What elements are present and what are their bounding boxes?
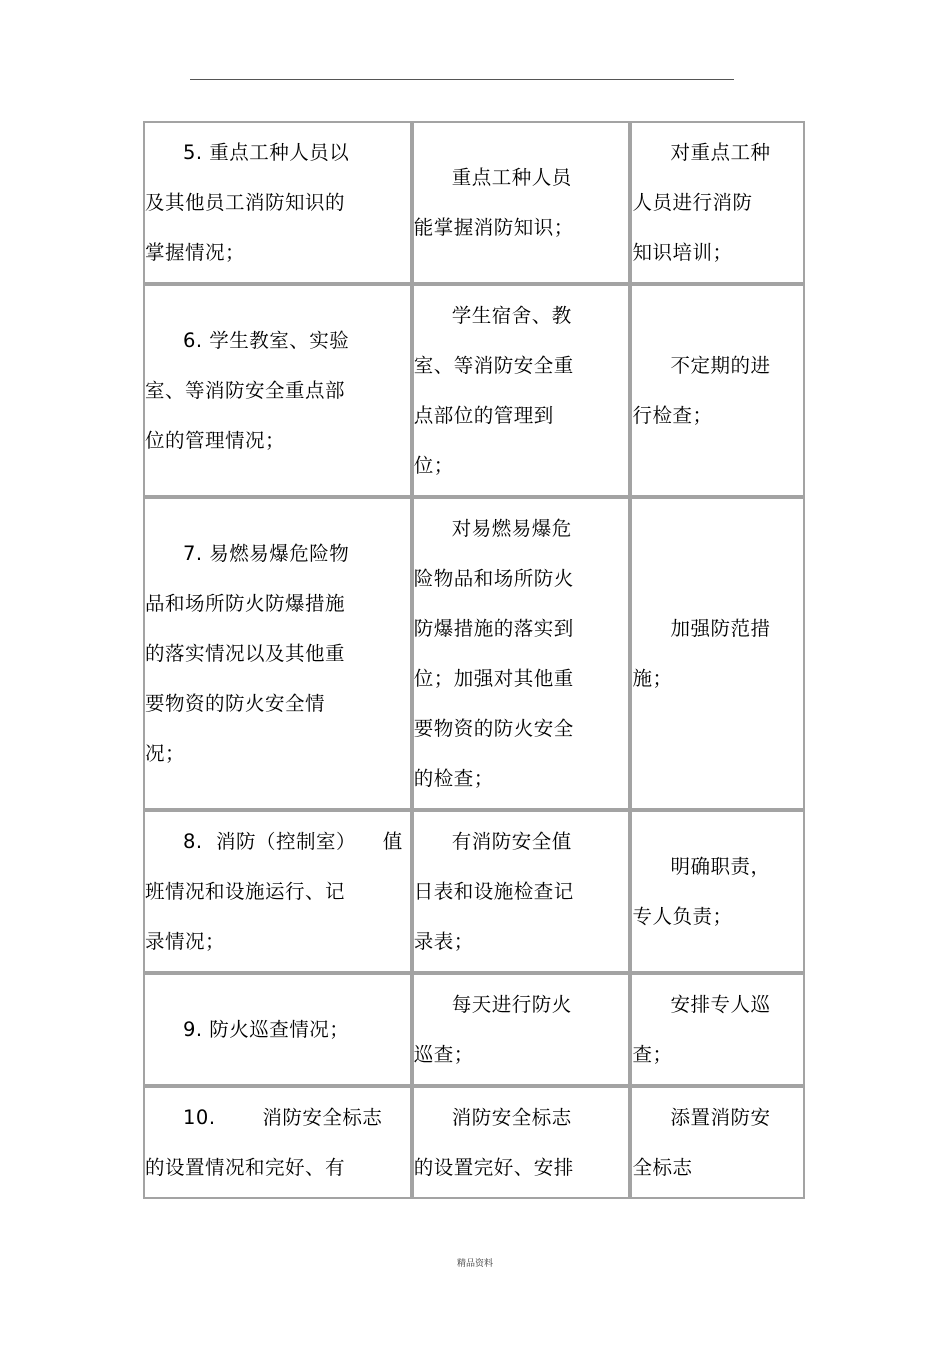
- cell-line: 明确职责，: [670, 854, 771, 878]
- measure-cell: [630, 284, 805, 497]
- cell-line: 专人负责；: [632, 904, 733, 928]
- table-row: [143, 1086, 805, 1199]
- cell-line: 险物品和场所防火: [413, 566, 574, 590]
- table-row: [143, 497, 805, 810]
- requirement-cell: [412, 121, 631, 284]
- cell-line: 8. 消防（控制室） 值: [183, 829, 403, 853]
- cell-line: 掌握情况；: [145, 240, 246, 264]
- cell-line: 6. 学生教室、实验: [183, 328, 350, 352]
- cell-line: 10. 消防安全标志: [183, 1105, 383, 1129]
- cell-line: 全标志: [632, 1155, 693, 1179]
- item-cell: [143, 1086, 412, 1199]
- measure-cell: [630, 1086, 805, 1199]
- cell-line: 知识培训；: [632, 240, 733, 264]
- cell-line: 品和场所防火防爆措施: [145, 591, 346, 615]
- item-cell: [143, 810, 412, 973]
- cell-line: 每天进行防火: [451, 992, 572, 1016]
- requirement-cell: [412, 284, 631, 497]
- cell-line: 行检查；: [632, 403, 713, 427]
- cell-line: 的设置完好、安排: [413, 1155, 574, 1179]
- item-cell: [143, 497, 412, 810]
- requirement-cell: [412, 497, 631, 810]
- header-rule: [190, 79, 734, 80]
- measure-cell: [630, 973, 805, 1086]
- item-cell: [143, 973, 412, 1086]
- measure-cell: [630, 121, 805, 284]
- cell-line: 9. 防火巡查情况；: [183, 1017, 350, 1041]
- cell-line: 不定期的进: [670, 353, 771, 377]
- item-cell: [143, 284, 412, 497]
- cell-line: 添置消防安: [670, 1105, 771, 1129]
- cell-line: 室、等消防安全重: [413, 353, 574, 377]
- cell-line: 防爆措施的落实到: [413, 616, 574, 640]
- cell-line: 5. 重点工种人员以: [183, 140, 350, 164]
- table-row: [143, 810, 805, 973]
- table-row: [143, 973, 805, 1086]
- cell-line: 能掌握消防知识；: [413, 215, 574, 239]
- cell-line: 学生宿舍、教: [451, 303, 572, 327]
- cell-line: 况；: [145, 741, 186, 765]
- table-row: [143, 284, 805, 497]
- cell-line: 的检查；: [413, 766, 494, 790]
- requirement-cell: [412, 810, 631, 973]
- cell-line: 及其他员工消防知识的: [145, 190, 346, 214]
- cell-line: 的设置情况和完好、有: [145, 1155, 346, 1179]
- measure-cell: [630, 497, 805, 810]
- cell-line: 录情况；: [145, 929, 226, 953]
- cell-line: 位；: [413, 453, 454, 477]
- page-footer: 精品资料: [456, 1259, 493, 1269]
- table-row: [143, 121, 805, 284]
- cell-line: 重点工种人员: [451, 165, 572, 189]
- cell-line: 录表；: [413, 929, 474, 953]
- cell-line: 班情况和设施运行、记: [145, 879, 346, 903]
- cell-line: 位的管理情况；: [145, 428, 286, 452]
- cell-line: 对重点工种: [670, 140, 771, 164]
- cell-line: 对易燃易爆危: [451, 516, 572, 540]
- cell-line: 消防安全标志: [451, 1105, 572, 1129]
- item-cell: [143, 121, 412, 284]
- cell-line: 有消防安全值: [451, 829, 572, 853]
- cell-line: 位；加强对其他重: [413, 666, 574, 690]
- cell-line: 人员进行消防: [632, 190, 753, 214]
- cell-line: 加强防范措: [670, 616, 771, 640]
- inspection-table: [143, 121, 805, 1199]
- cell-line: 施；: [632, 666, 673, 690]
- cell-line: 的落实情况以及其他重: [145, 641, 346, 665]
- cell-line: 安排专人巡: [670, 992, 771, 1016]
- measure-cell: [630, 810, 805, 973]
- requirement-cell: [412, 973, 631, 1086]
- cell-line: 室、等消防安全重点部: [145, 378, 346, 402]
- cell-line: 7. 易燃易爆危险物: [183, 541, 350, 565]
- cell-line: 日表和设施检查记: [413, 879, 574, 903]
- requirement-cell: [412, 1086, 631, 1199]
- cell-line: 要物资的防火安全: [413, 716, 574, 740]
- cell-line: 要物资的防火安全情: [145, 691, 326, 715]
- cell-line: 巡查；: [413, 1042, 474, 1066]
- cell-line: 点部位的管理到: [413, 403, 554, 427]
- cell-line: 查；: [632, 1042, 673, 1066]
